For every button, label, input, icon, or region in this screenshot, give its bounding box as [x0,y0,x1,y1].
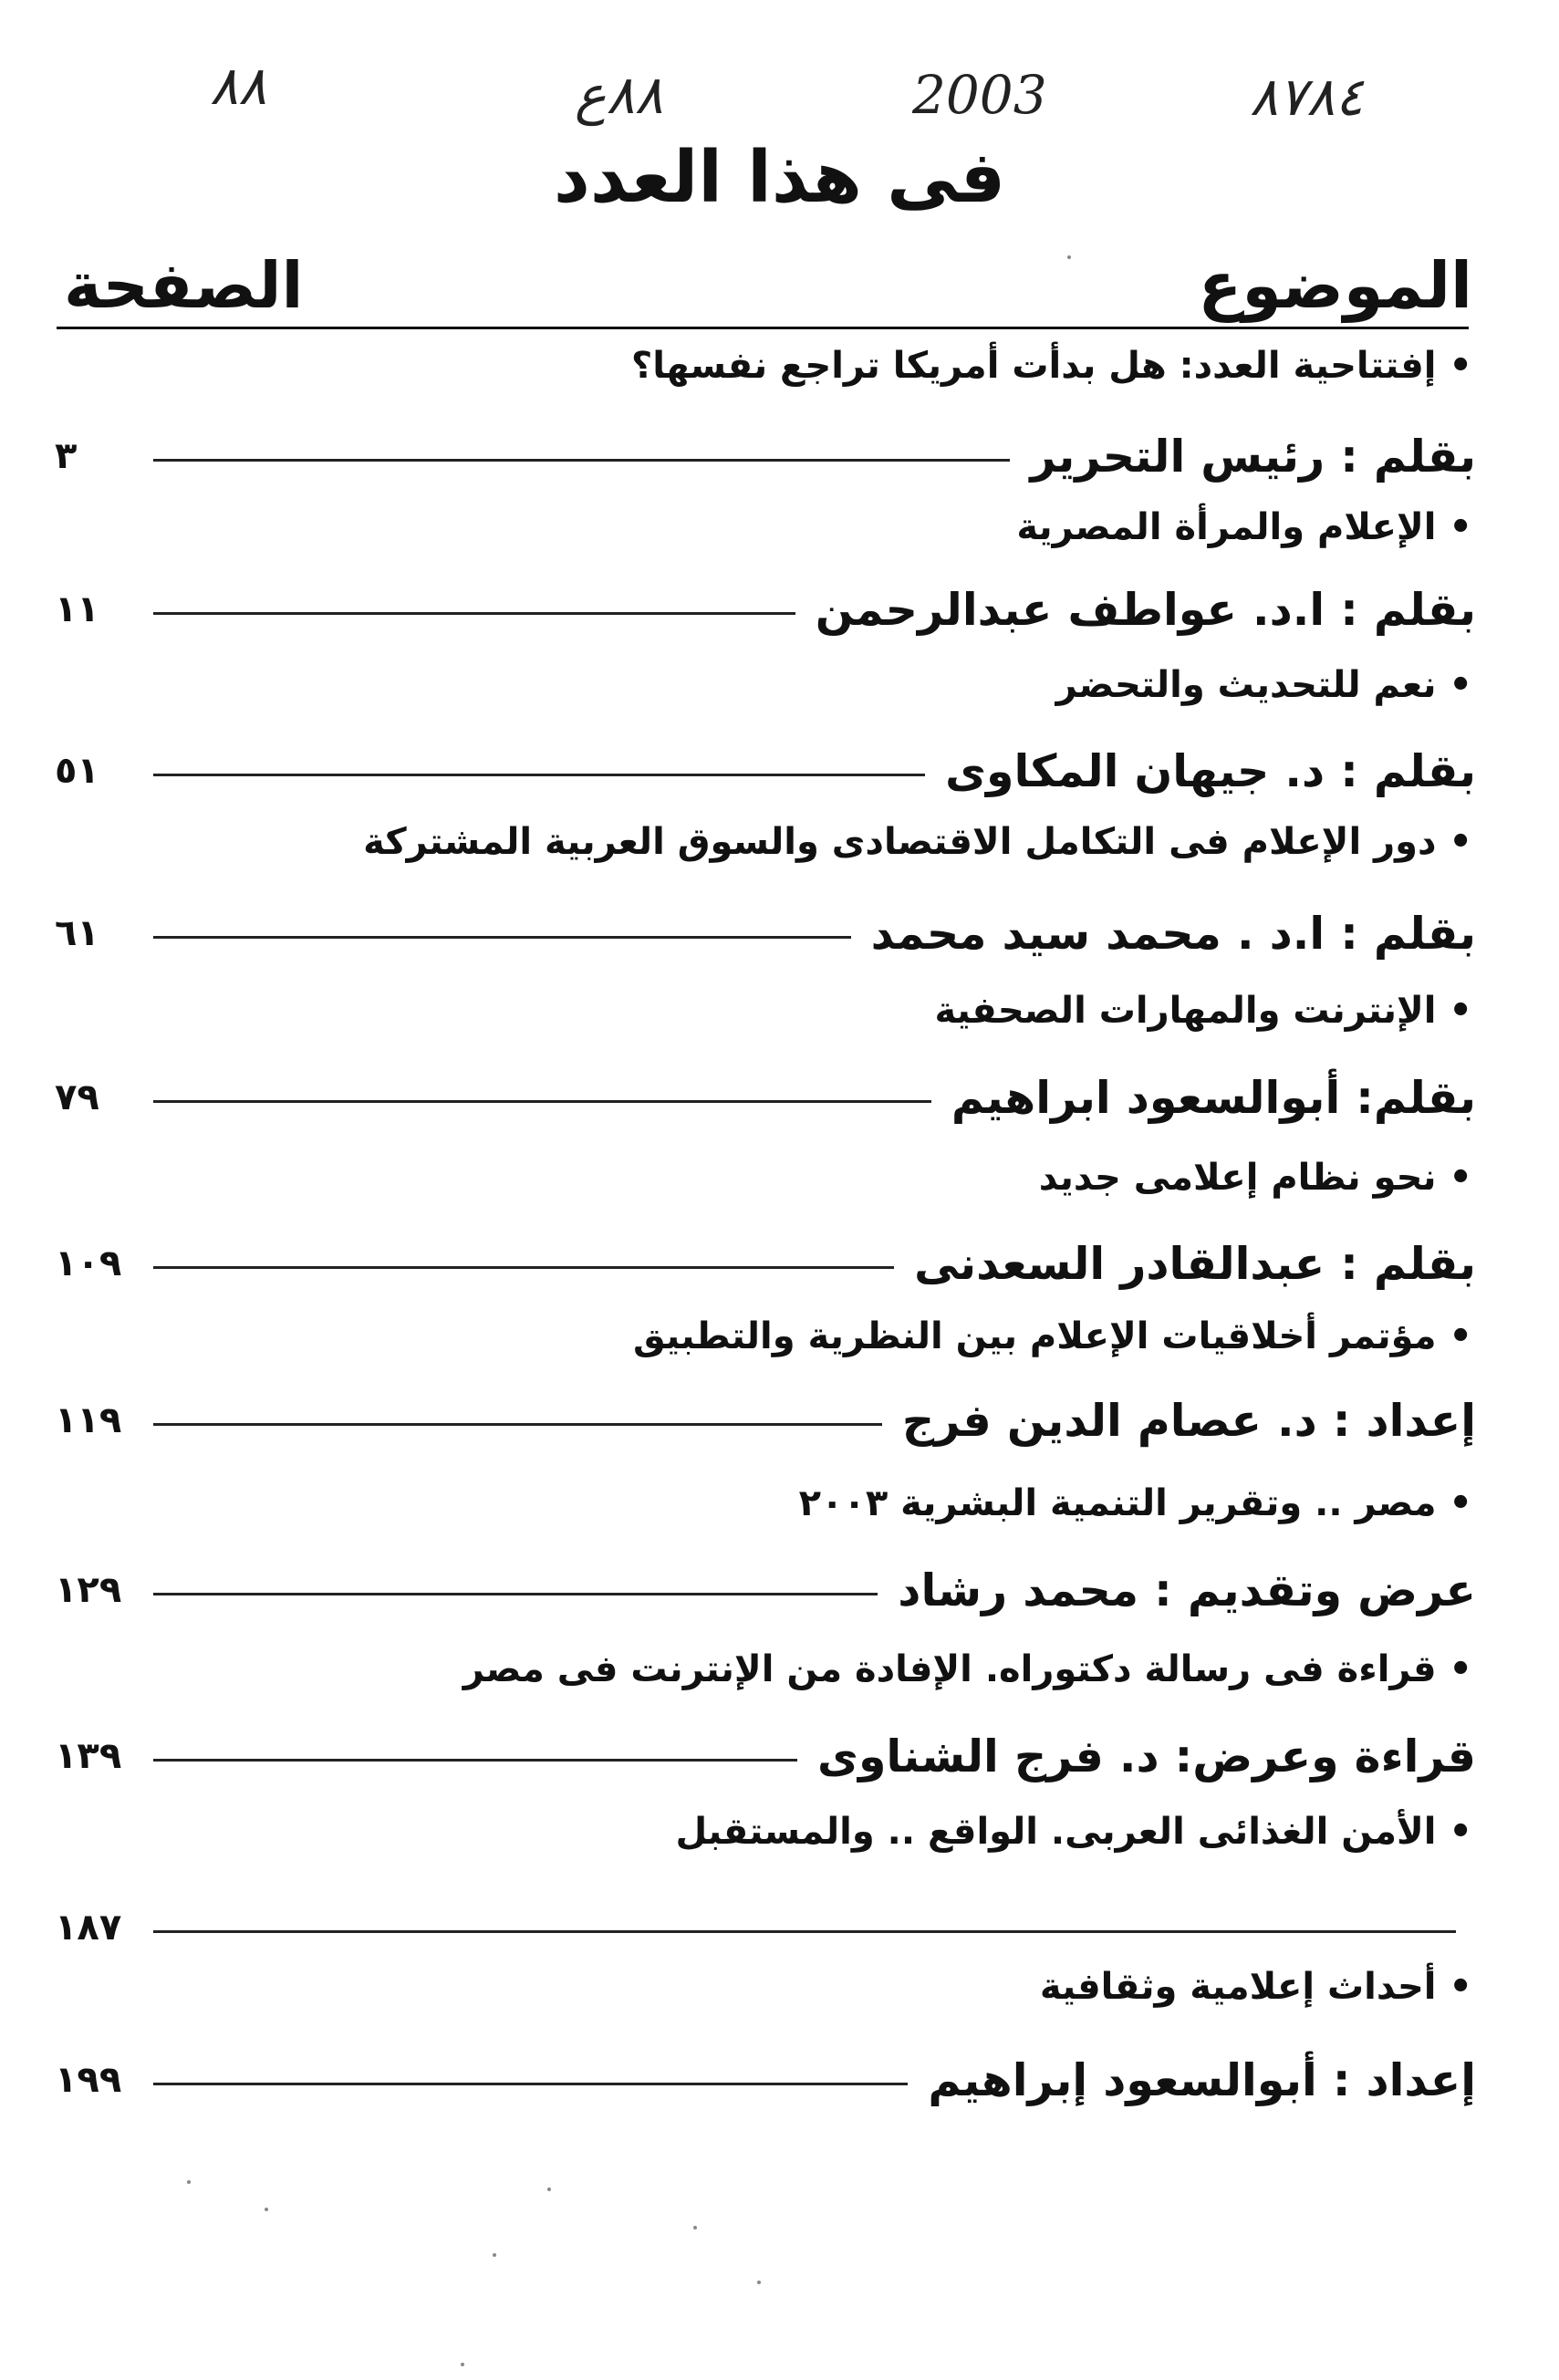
toc-entry-row [55,1558,1478,1622]
toc-author: بقلم : رئيس التحرير [1030,430,1476,483]
toc-entry-row [55,577,1478,641]
toc-topic: • قراءة فى رسالة دكتوراه. الإفادة من الإنترنت فى مصر [463,1648,1472,1690]
toc-entry-row [55,901,1478,965]
toc-entry-row [55,1232,1478,1295]
toc-entry-row [55,424,1478,488]
toc-author: بقلم : ا.د. عواطف عبدالرحمن [815,583,1476,636]
leader-line [153,1266,894,1269]
toc-topic: • نحو نظام إعلامى جديد [1038,1157,1472,1199]
toc-entry-row [55,1065,1478,1129]
toc-page-number: ٣ [55,435,78,477]
toc-topic: • دور الإعلام فى التكامل الاقتصادى والسوق العربية المشتركة [363,821,1472,863]
toc-page-number: ٥١ [55,750,99,792]
toc-entry-row [55,1724,1478,1788]
leader-line [153,1423,882,1426]
toc-page-number: ١٠٩ [55,1242,122,1284]
leader-line [153,774,925,776]
handwritten-note-3: 2003 [912,64,1047,126]
header-divider [57,327,1469,329]
toc-topic: • مصر .. وتقرير التنمية البشرية ٢٠٠٣ [798,1482,1472,1524]
toc-page-number: ١١ [55,588,99,630]
toc-topic: • الإنترنت والمهارات الصحفية [934,990,1472,1032]
toc-page-number: ٧٩ [55,1076,99,1118]
handwritten-note-1: ٨٨ [210,55,267,117]
handwritten-note-4: ٨٧٨٤ [1250,66,1364,128]
leader-line [153,1593,878,1595]
toc-author: قراءة وعرض: د. فرج الشناوى [817,1730,1476,1782]
toc-page-number: ١٣٩ [55,1735,122,1777]
page-title: فى هذا العدد [553,137,1006,219]
toc-entry-row [55,739,1478,803]
toc-author: بقلم : عبدالقادر السعدنى [914,1237,1476,1290]
leader-line [153,936,851,939]
toc-topic: • أحداث إعلامية وثقافية [1039,1966,1472,2008]
leader-line [153,1759,797,1762]
toc-author: إعداد : د. عصام الدين فرج [901,1394,1476,1447]
toc-entry-row [55,2048,1478,2112]
toc-page-number: ١٨٧ [55,1907,122,1949]
leader-line [153,2083,908,2085]
toc-author: عرض وتقديم : محمد رشاد [898,1564,1476,1616]
toc-author: بقلم : ا.د . محمد سيد محمد [870,907,1476,960]
toc-author: بقلم : د. جيهان المكاوى [945,744,1476,797]
leader-line [153,459,1010,462]
leader-line [153,612,795,615]
toc-topic: • الإعلام والمرأة المصرية [1016,506,1472,548]
toc-topic: • نعم للتحديث والتحضر [1055,664,1472,706]
toc-page-number: ٦١ [55,912,99,954]
toc-page-number: ١١٩ [55,1399,122,1441]
toc-page-number: ١٢٩ [55,1569,122,1611]
handwritten-note-2: ٨٨ع [575,64,663,126]
toc-topic: • الأمن الغذائى العربى. الواقع .. والمستقبل [675,1811,1472,1853]
toc-page-number: ١٩٩ [55,2059,122,2101]
topic-column-header: الموضوع [1198,248,1472,323]
page-column-header: الصفحة [64,248,304,323]
leader-line [153,1930,1456,1933]
toc-entry-row [55,1896,1478,1959]
toc-author: إعداد : أبوالسعود إبراهيم [928,2053,1476,2106]
toc-entry-row [55,1388,1478,1452]
toc-topic: • إفتتاحية العدد: هل بدأت أمريكا تراجع نفسها؟ [630,345,1472,387]
leader-line [153,1100,931,1103]
toc-topic: • مؤتمر أخلاقيات الإعلام بين النظرية والتطبيق [633,1315,1472,1357]
toc-author: بقلم: أبوالسعود ابراهيم [951,1071,1476,1124]
